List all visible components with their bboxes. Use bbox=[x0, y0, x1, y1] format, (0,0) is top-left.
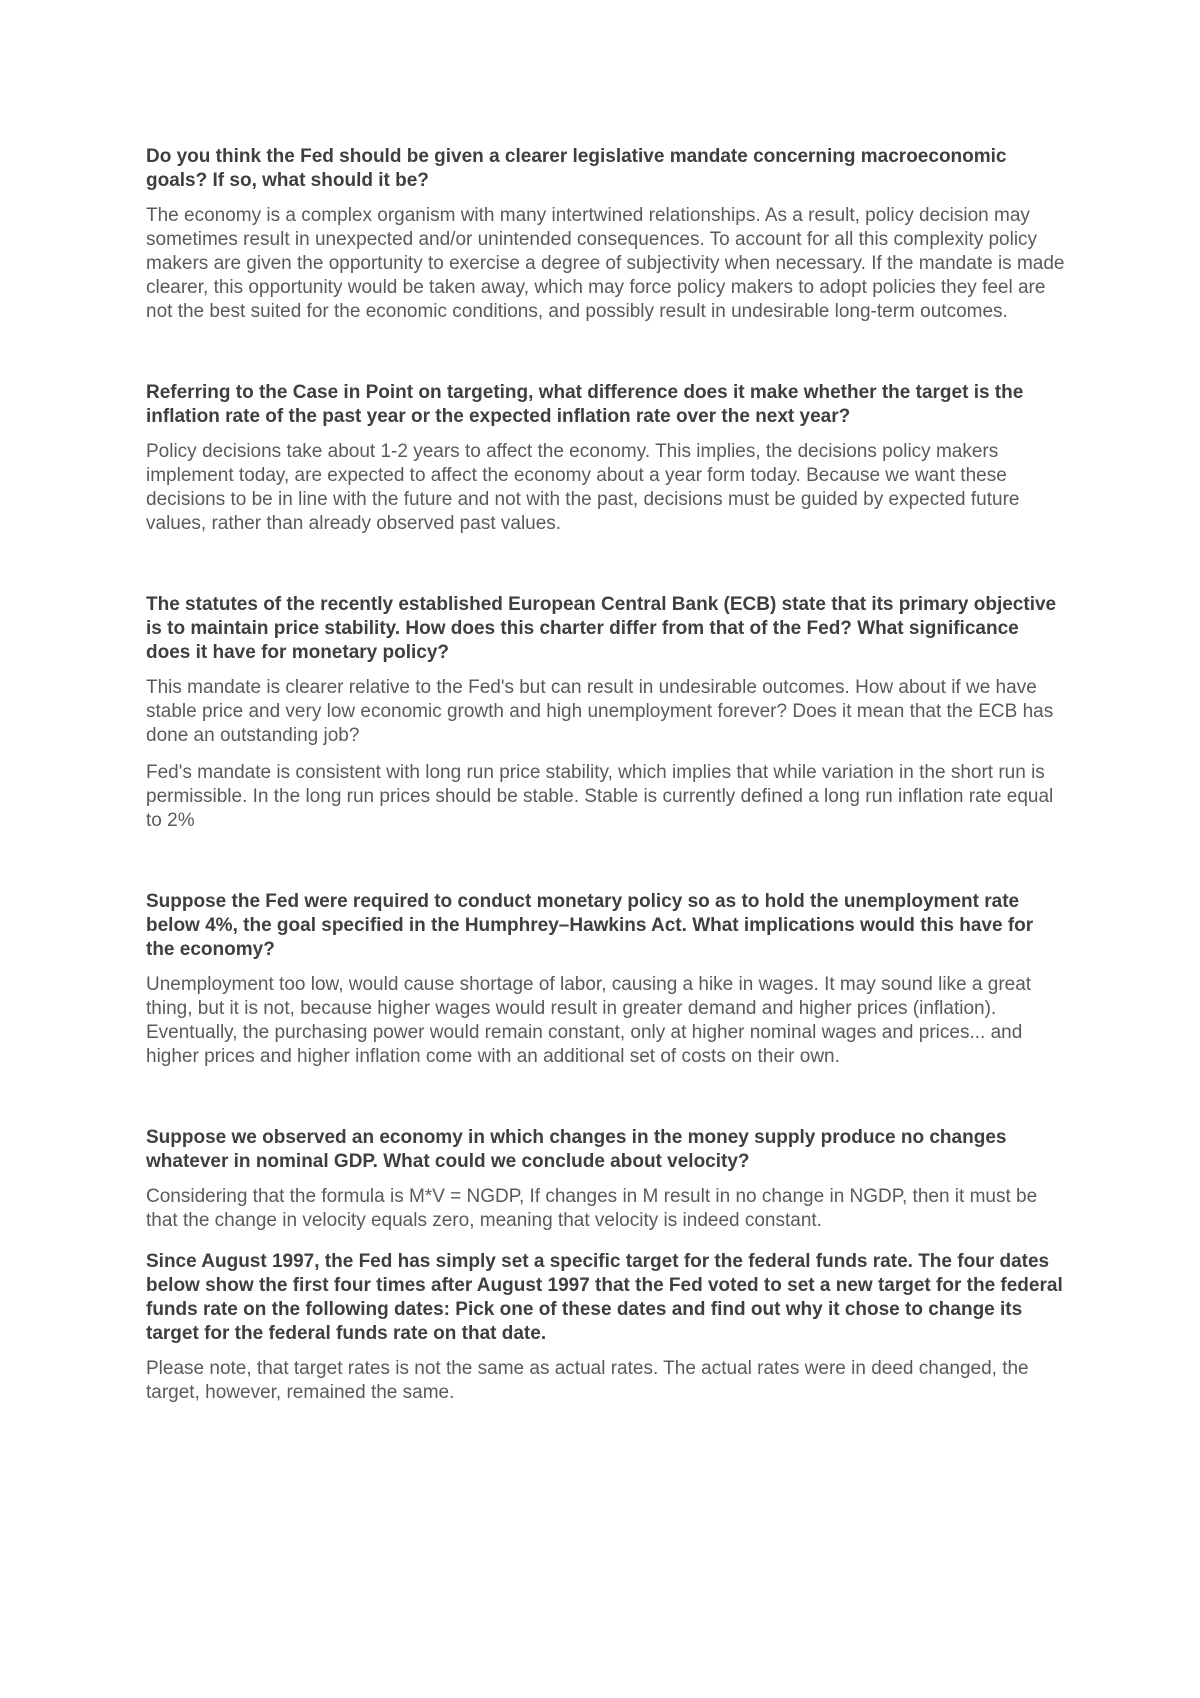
answer-3a: This mandate is clearer relative to the Fed's but can result in undesirable outcomes. How about if we have stable price and very low economic growth and high unemployment forever? Does it mean that the ECB has done an outstanding job? bbox=[146, 677, 1054, 746]
question-1: Do you think the Fed should be given a clearer legislative mandate concerning macroeconomic goals? If so, what should it be? bbox=[146, 146, 1007, 191]
answer-4: Unemployment too low, would cause shortage of labor, causing a hike in wages. It may sound like a great thing, but it is not, because higher wages would result in greater demand and higher prices (inflation). Eventually, the purchasing power would remain constant, only at higher nominal wages and prices... and higher prices and higher inflation come with an additional set of costs on their own. bbox=[146, 974, 1032, 1067]
answer-2: Policy decisions take about 1-2 years to affect the economy. This implies, the decisions policy makers implement today, are expected to affect the economy about a year form today. Because we want these decisions to be in line with the future and not with the past, decisions must be guided by expected future values, rather than already observed past values. bbox=[146, 441, 1020, 534]
question-4: Suppose the Fed were required to conduct monetary policy so as to hold the unemployment rate below 4%, the goal specified in the Humphrey–Hawkins Act. What implications would this have for the economy? bbox=[146, 891, 1034, 960]
answer-3b: Fed's mandate is consistent with long run price stability, which implies that while variation in the short run is permissible. In the long run prices should be stable. Stable is currently defined a long run inflation rate equal to 2% bbox=[146, 762, 1054, 831]
section-spacer bbox=[146, 846, 1066, 890]
question-5: Suppose we observed an economy in which changes in the money supply produce no changes whatever in nominal GDP. What could we conclude about velocity? bbox=[146, 1127, 1007, 1172]
section-spacer bbox=[146, 1082, 1066, 1126]
question-6: Since August 1997, the Fed has simply set a specific target for the federal funds rate. The four dates below show the first four times after August 1997 that the Fed voted to set a new target for the federal funds rate on the following dates: Pick one of these dates and find out why it chose to change its target for the federal funds rate on that date. bbox=[146, 1251, 1063, 1344]
section-spacer bbox=[146, 549, 1066, 593]
section-spacer bbox=[146, 337, 1066, 381]
answer-5: Considering that the formula is M*V = NGDP, If changes in M result in no change in NGDP, then it must be that the change in velocity equals zero, meaning that velocity is indeed constant. bbox=[146, 1186, 1038, 1231]
question-2: Referring to the Case in Point on targeting, what difference does it make whether the target is the inflation rate of the past year or the expected inflation rate over the next year? bbox=[146, 382, 1024, 427]
question-3: The statutes of the recently established European Central Bank (ECB) state that its primary objective is to maintain price stability. How does this charter differ from that of the Fed? What significance does it have for monetary policy? bbox=[146, 594, 1057, 663]
answer-1: The economy is a complex organism with many intertwined relationships. As a result, policy decision may sometimes result in unexpected and/or unintended consequences. To account for all this complexity policy makers are given the opportunity to exercise a degree of subjectivity when necessary. If the mandate is made clearer, this opportunity would be taken away, which may force policy makers to adopt policies they feel are not the best suited for the economic conditions, and possibly result in undesirable long-term outcomes. bbox=[146, 205, 1065, 322]
document-page bbox=[146, 145, 1066, 1418]
answer-6: Please note, that target rates is not the same as actual rates. The actual rates were in deed changed, the target, however, remained the same. bbox=[146, 1358, 1029, 1403]
